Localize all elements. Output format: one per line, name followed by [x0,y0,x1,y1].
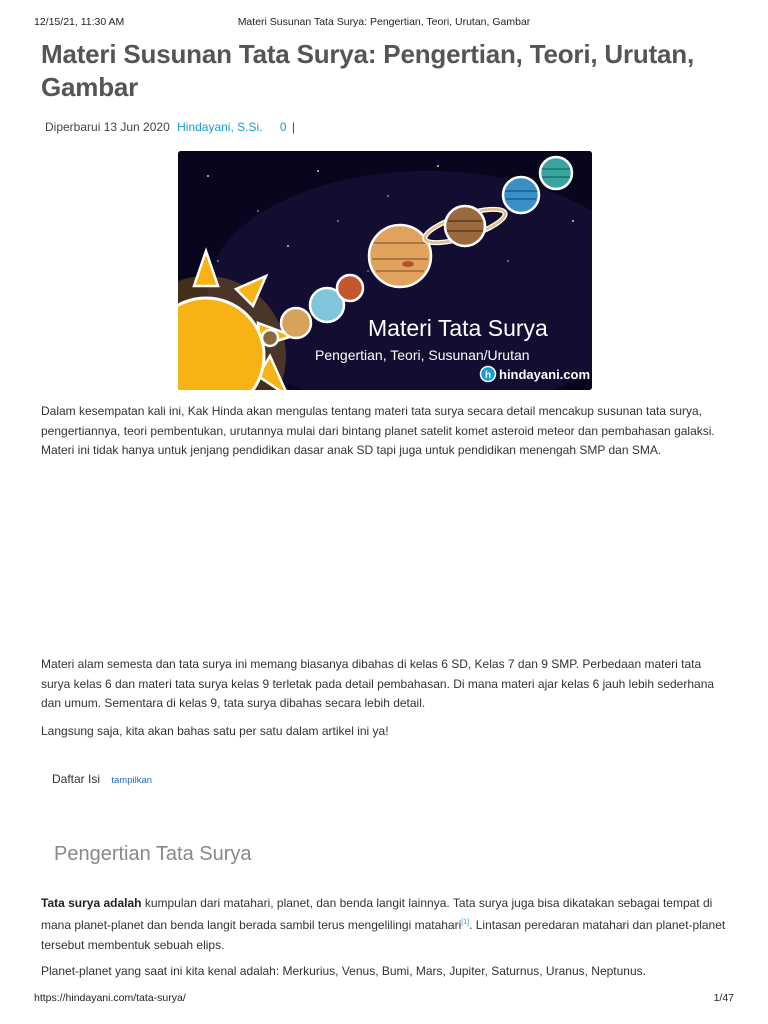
print-url: https://hindayani.com/tata-surya/ [34,992,186,1004]
article-title: Materi Susunan Tata Surya: Pengertian, Teori, Urutan, Gambar [41,39,695,102]
print-footer [34,992,734,1006]
comment-count-link[interactable]: 0 [279,120,287,134]
toc-toggle-link[interactable]: tampilkan [111,775,153,786]
print-header [34,16,734,30]
definition-term: Tata surya adalah [41,896,142,910]
meta-separator: | [291,120,295,134]
hero-image [178,151,592,390]
definition-text: kumpulan dari matahari, planet, dan benda langit lainnya. Tata surya juga bisa dikatakan sebagai tempat di mana planet-planet dan benda langit berada sambil terus mengelilingi matahari [41,896,713,932]
print-page-number: 1/47 [713,992,734,1004]
author-link[interactable]: Hindayani, S.Si. [177,120,263,134]
lead-paragraph: Langsung saja, kita akan bahas satu per satu dalam artikel ini ya! [41,724,389,738]
definition-paragraph [41,893,731,955]
hero-subtitle: Pengertian, Teori, Susunan/Urutan [315,347,530,363]
article-meta [45,120,295,134]
intro-paragraph: Dalam kesempatan kali ini, Kak Hinda akan mengulas tentang materi tata surya secara detail mencakup susunan tata surya, pengertiannya, teori pembentukan, urutannya mulai dari bintang planet satelit komet asteroid meteor dan pembahasan galaksi. Materi ini tidak hanya untuk jenjang pendidikan dasar anak SD tapi juga untuk pendidikan menengah SMP dan SMA. [41,404,715,457]
table-of-contents [52,772,152,786]
level-paragraph: Materi alam semesta dan tata surya ini memang biasanya dibahas di kelas 6 SD, Kelas 7 dan 9 SMP. Perbedaan materi tata surya kelas 6 dan materi tata surya kelas 9 terletak pada detail pembahasan. Di mana materi ajar kelas 6 jauh lebih sederhana dan umum. Sementara di kelas 9, tata surya dibahas secara lebih detail. [41,657,715,710]
updated-date: Diperbarui 13 Jun 2020 [45,120,170,134]
planets-paragraph: Planet-planet yang saat ini kita kenal adalah: Merkurius, Venus, Bumi, Mars, Jupiter, Saturnus, Uranus, Neptunus. [41,964,646,978]
hero-brand: hindayani.com [499,367,591,382]
solar-system-illustration [178,151,592,390]
section-heading-pengertian: Pengertian Tata Surya [54,843,252,865]
print-page-title: Materi Susunan Tata Surya: Pengertian, Teori, Urutan, Gambar [237,16,531,28]
toc-label: Daftar Isi [52,772,101,786]
hero-title: Materi Tata Surya [368,315,548,341]
hero-logo-letter: h [485,370,492,381]
print-datetime: 12/15/21, 11:30 AM [34,16,125,28]
definition-tail: . Lintasan peredaran matahari dan planet-planet tersebut membentuk sebuah elips. [41,918,726,952]
reference-link[interactable]: [1] [461,919,470,926]
